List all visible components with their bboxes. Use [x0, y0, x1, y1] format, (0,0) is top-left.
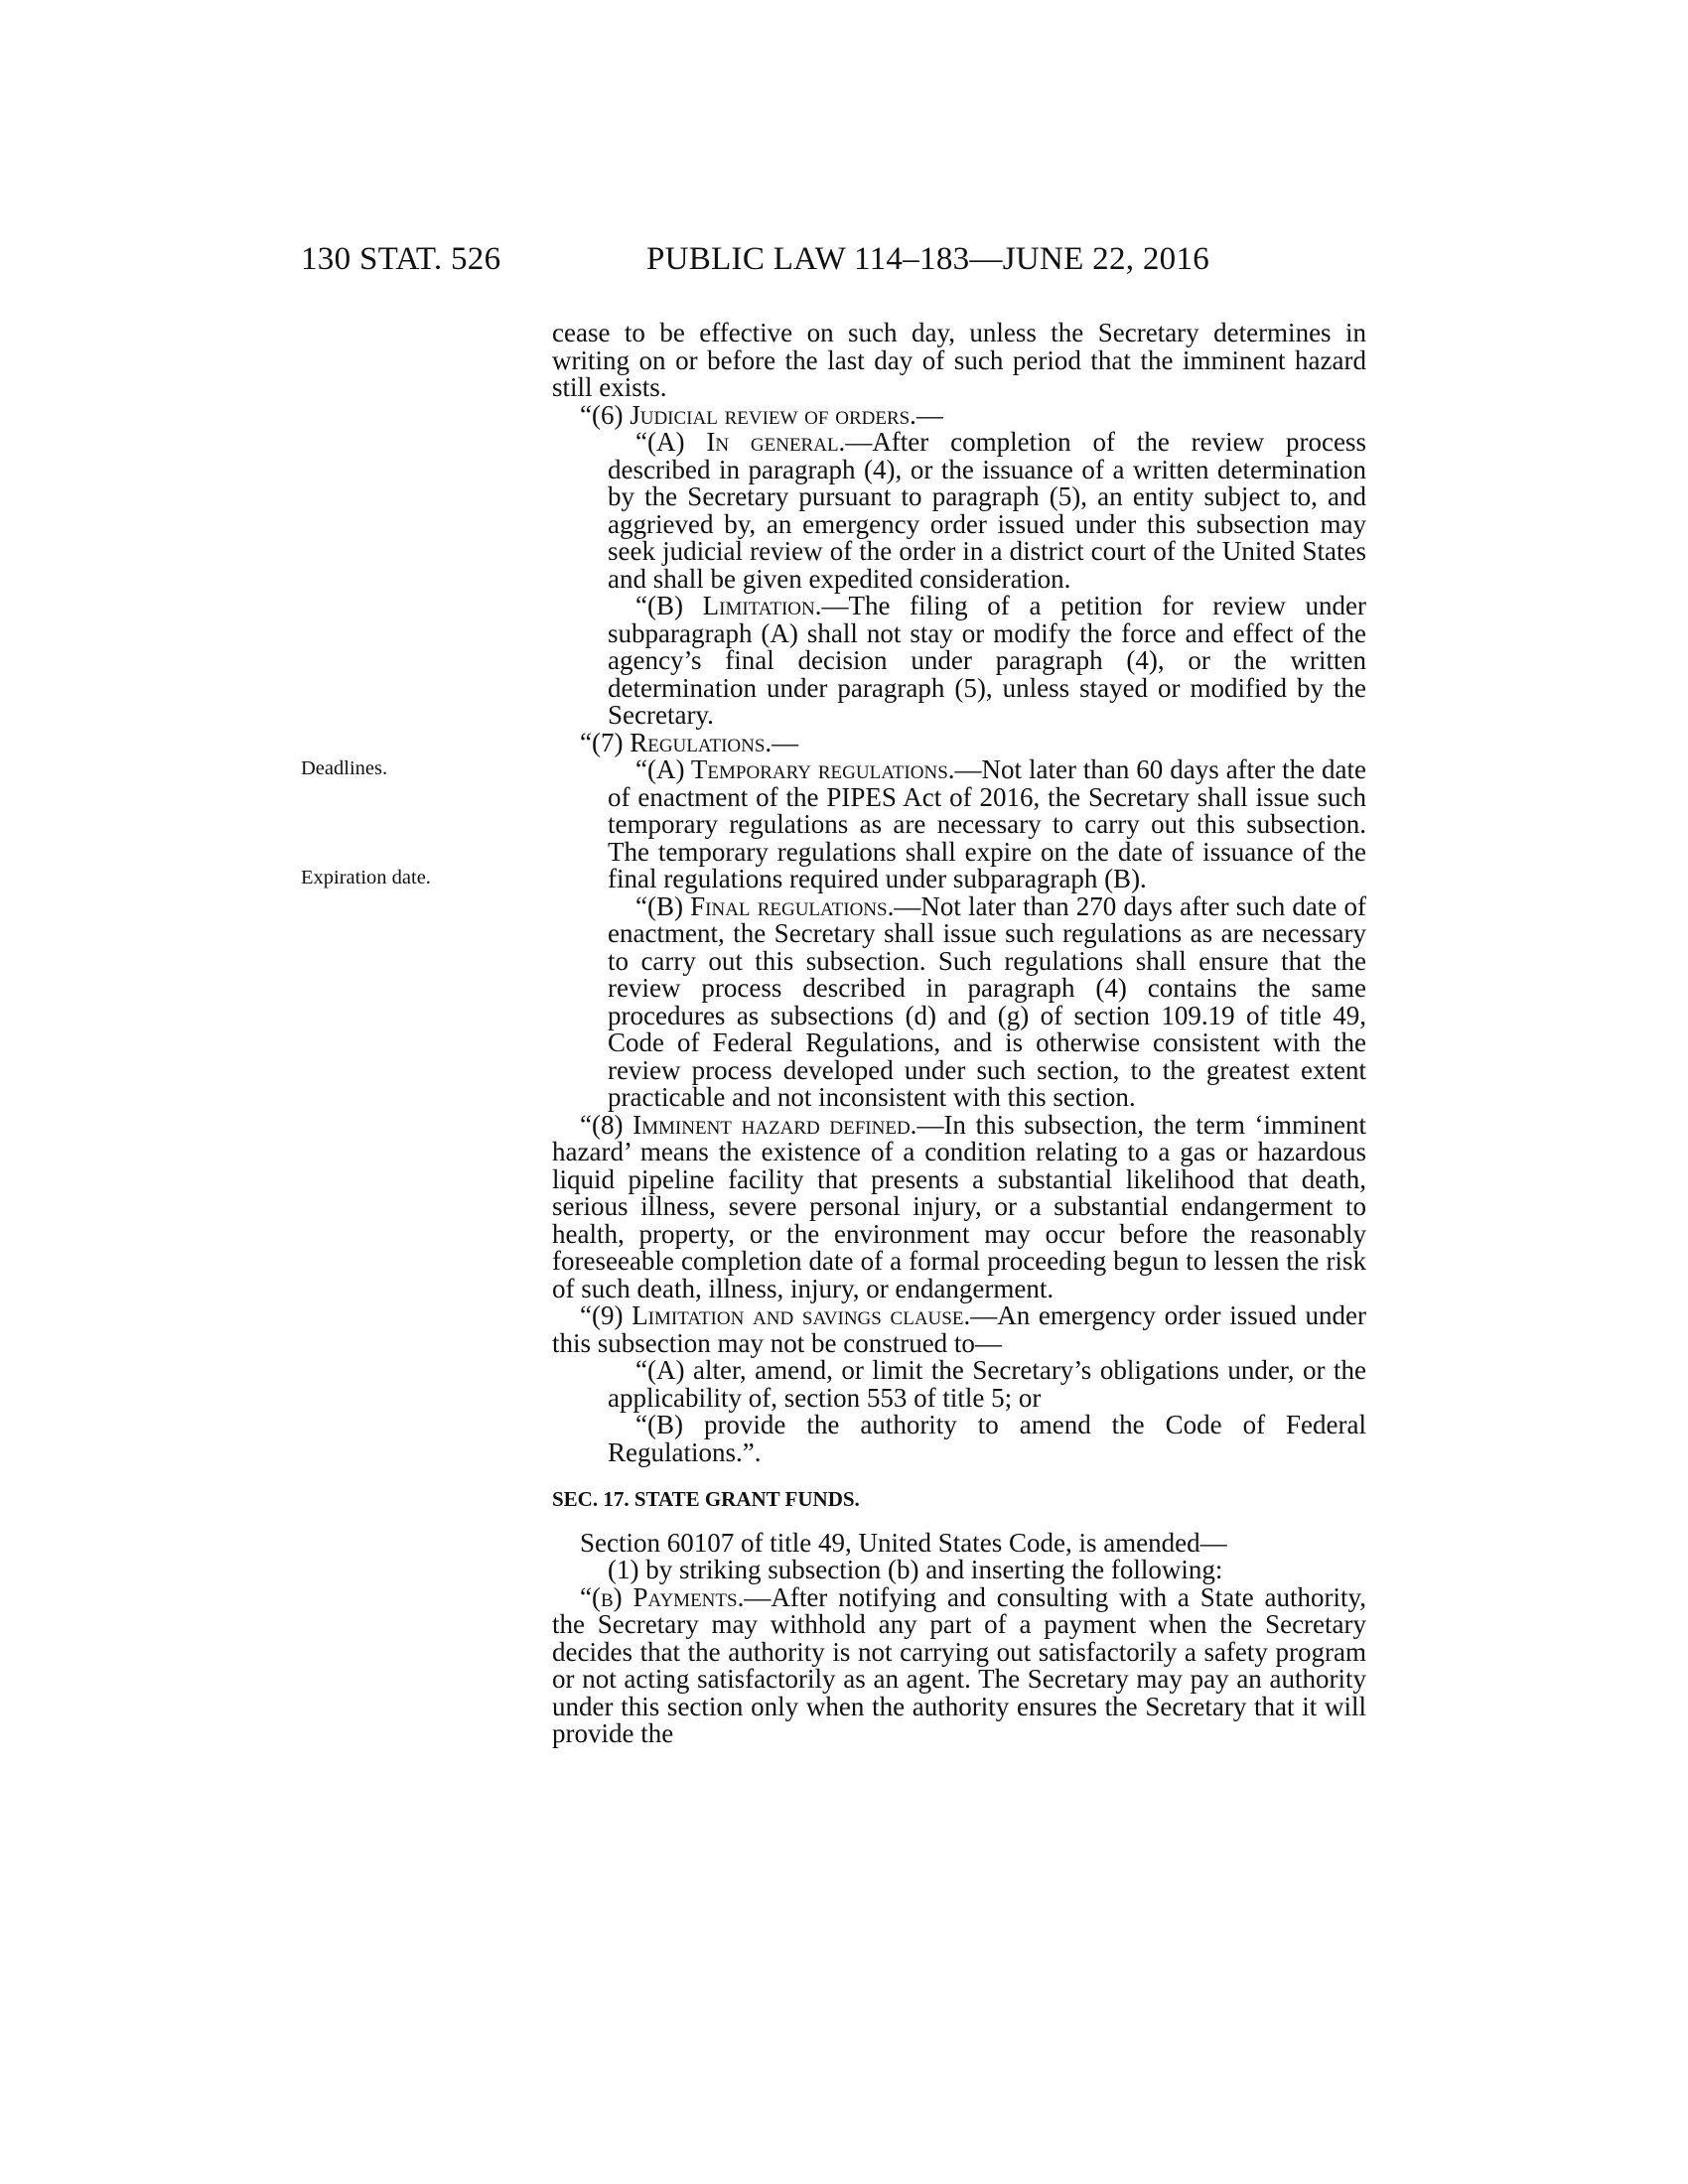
- running-head-title: PUBLIC LAW 114–183—JUNE 22, 2016: [646, 241, 1210, 277]
- paragraph-7-heading-text: “(7) Regulations.—: [580, 727, 799, 757]
- paragraph-8: [552, 1109, 1366, 1303]
- paragraph-7-heading: [552, 727, 1366, 757]
- subparagraph-9a: “(A) alter, amend, or limit the Secretary’s obligations under, or the applicability of, section 553 of title 5; or: [608, 1355, 1366, 1413]
- section-17-intro: Section 60107 of title 49, United States Code, is amended—: [580, 1527, 1227, 1558]
- margin-note-expiration-date: Expiration date.: [301, 867, 431, 888]
- subparagraph-7b-heading: “(B) Final regulations.: [635, 890, 895, 921]
- subparagraph-6b-heading: “(B) Limitation.: [635, 591, 822, 620]
- subparagraph-6b: [552, 593, 1366, 730]
- statute-page-number: 130 STAT. 526: [301, 241, 501, 277]
- section-17-heading: SEC. 17. STATE GRANT FUNDS.: [552, 1487, 860, 1511]
- subparagraph-7a-heading: “(A) Temporary regulations.: [635, 754, 955, 784]
- subparagraph-7a-text: —Not later than 60 days after the date of enactment of the PIPES Act of 2016, the Secretary shall issue such temporary regulations as are necessary to carry out this subsection. The temporary regulations shall expire on the date of issuance of the final regulations required under subparagraph (B).: [608, 754, 1366, 893]
- section-17-item-1: (1) by striking subsection (b) and inserting the following:: [608, 1555, 1223, 1584]
- document-body: [552, 320, 1366, 1748]
- subparagraph-6a-heading: “(A) In general.: [635, 427, 846, 457]
- subparagraph-6b-text: —The filing of a petition for review under subparagraph (A) shall not stay or modify the force and effect of the agency’s final decision under paragraph (4), or the written determination under paragraph (5), unless stayed or modified by the Secretary.: [608, 591, 1367, 730]
- subparagraph-7b: [552, 890, 1366, 1112]
- subparagraph-7a: [552, 756, 1366, 893]
- subparagraph-7b-text: —Not later than 270 days after such date of enactment, the Secretary shall issue such regulations as are necessary to carry out this subsection. Such regulations shall ensure that the review process described in paragraph (4) contains the same procedures as subsections (d) and (g) of section 109.19 of title 49, Code of Federal Regulations, and is otherwise consistent with the review process developed under such section, to the greatest extent practicable and not inconsistent with this section.: [608, 890, 1366, 1112]
- margin-note-deadlines: Deadlines.: [301, 757, 388, 779]
- paragraph-8-text: —In this subsection, the term ‘imminent hazard’ means the existence of a condition relating to a gas or hazardous liquid pipeline facility that presents a substantial likelihood that death, serious illness, severe personal injury, or a substantial endangerment to health, property, or the environment may occur before the reasonably foreseeable completion date of a formal proceeding begun to lessen the risk of such death, illness, injury, or endangerment.: [552, 1109, 1366, 1303]
- subparagraph-6a: [552, 429, 1366, 593]
- subsection-b-text: —After notifying and consulting with a State authority, the Secretary may withhold any part of a payment when the Secretary decides that the authority is not carrying out satisfactorily a safety program or not acting satisfactorily as an agent. The Secretary may pay an authority under this section only when the authority ensures the Secretary that it will provide the: [552, 1581, 1367, 1748]
- subparagraph-9b: “(B) provide the authority to amend the Code of Federal Regulations.”.: [608, 1410, 1366, 1467]
- paragraph-6-heading-text: “(6) Judicial review of orders.—: [580, 399, 943, 430]
- paragraph-9-heading: “(9) Limitation and savings clause.: [580, 1300, 971, 1330]
- subsection-b-payments: [552, 1581, 1367, 1748]
- paragraph-9-text: —An emergency order issued under this subsection may not be construed to—: [552, 1300, 1366, 1358]
- subsection-b-heading: “(b) Payments.: [580, 1581, 745, 1612]
- subparagraph-6a-text: —After completion of the review process described in paragraph (4), or the issuance of a written determination by the Secretary pursuant to paragraph (5), an entity subject to, and aggrieved by, an emergency order issued under this subsection may seek judicial review of the order in a district court of the United States and shall be given expedited consideration.: [608, 427, 1366, 594]
- paragraph-6-heading: [552, 399, 1366, 430]
- paragraph-continuation: cease to be effective on such day, unless the Secretary determines in writing on or before the last day of such period that the imminent hazard still exists.: [552, 318, 1366, 402]
- paragraph-9: [552, 1302, 1366, 1357]
- paragraph-8-heading: “(8) Imminent hazard defined.: [580, 1109, 917, 1140]
